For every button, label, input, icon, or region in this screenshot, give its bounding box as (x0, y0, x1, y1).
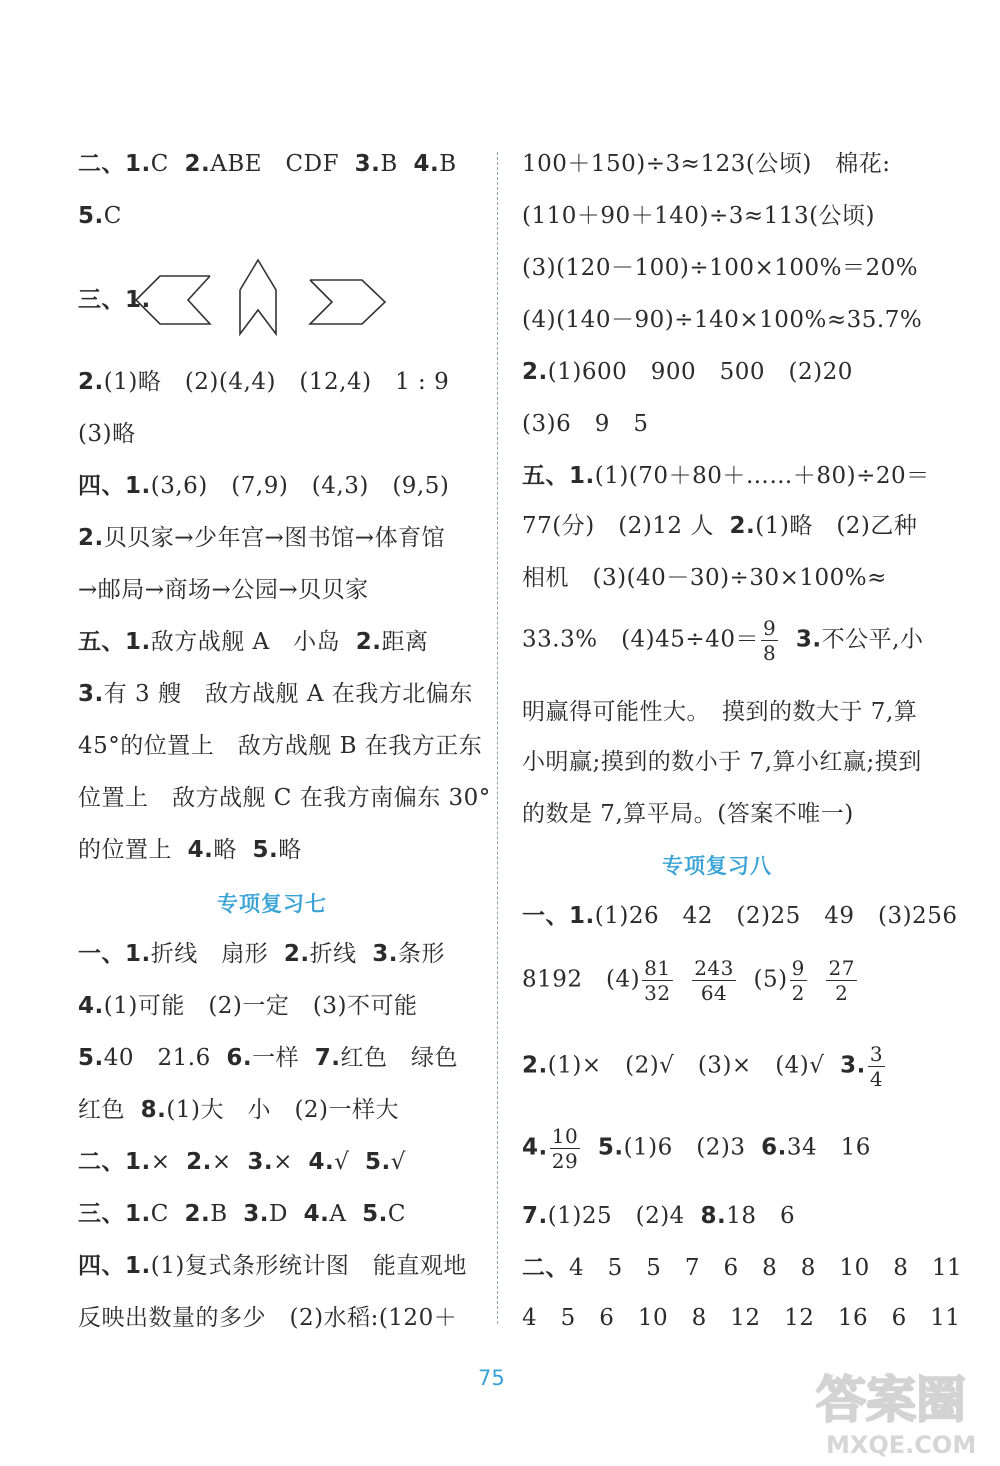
answer-line: 明赢得可能性大。 摸到的数大于 7,算 (522, 699, 918, 725)
answer-line: 四、1.(3,6) (7,9) (4,3) (9,5) (78, 473, 450, 499)
answer-line: 小明赢;摸到的数小于 7,算小红赢;摸到 (522, 749, 922, 775)
answer-line: 2.(1)× (2)√ (3)× (4)√ 3. $\frac{3}{4}$ (522, 1042, 884, 1091)
section-heading: 专项复习七 (217, 892, 327, 916)
answer-line: 7.(1)25 (2)4 8.18 6 (522, 1203, 796, 1229)
fraction: $\frac{243}{64}$ (694, 956, 734, 1005)
answer-line: (4)(140－90)÷140×100%≈35.7% (522, 307, 923, 333)
answer-line: 5.C (78, 203, 122, 229)
answer-line: 2.(1)600 900 500 (2)20 (522, 359, 853, 385)
answer-line: 77(分) (2)12 人 2.(1)略 (2)乙种 (522, 513, 918, 539)
answer-line: 2.(1)略 (2)(4,4) (12,4) 1 : 9 (78, 369, 450, 395)
answer-line: 五、1.(1)(70＋80＋……＋80)÷20＝ (522, 463, 930, 489)
answer-line: 5.40 21.6 6.一样 7.红色 绿色 (78, 1045, 458, 1071)
answer-line: 4. $\frac{10}{29}$ 5.(1)6 (2)3 6.34 16 (522, 1124, 871, 1173)
answer-line: 8192 (4) $\frac{81}{32}$ $\frac{243}{64}$ (5) $\frac{9}{2}$ $\frac{27}{2}$ (522, 956, 855, 1005)
answer-line: 33.3% (4)45÷40＝ $\frac{9}{8}$ 3.不公平,小 (522, 616, 924, 665)
answer-line: 3.有 3 艘 敌方战舰 A 在我方北偏东 (78, 681, 473, 707)
fraction: $\frac{9}{8}$ (762, 616, 777, 665)
answer-line: 4.(1)可能 (2)一定 (3)不可能 (78, 993, 418, 1019)
answer-line: 五、1.敌方战舰 A 小岛 2.距离 (78, 629, 429, 655)
fraction: $\frac{9}{2}$ (791, 956, 805, 1005)
page-number: 75 (478, 1366, 505, 1390)
answer-line: 三、1.C 2.B 3.D 4.A 5.C (78, 1201, 406, 1227)
answer-line: (3)略 (78, 421, 136, 447)
answer-line: (3)(120－100)÷100×100%＝20% (522, 255, 919, 281)
fraction: $\frac{81}{32}$ (644, 956, 671, 1005)
answer-line: 45°的位置上 敌方战舰 B 在我方正东 (78, 733, 483, 759)
answer-line: 2.贝贝家→少年宫→图书馆→体育馆 (78, 525, 446, 551)
arrow-shape-right (310, 280, 385, 324)
fraction: $\frac{10}{29}$ (551, 1124, 579, 1173)
answer-line: 4 5 6 10 8 12 12 16 6 11 (522, 1305, 961, 1331)
answer-line: 二、1.× 2.× 3.× 4.√ 5.√ (78, 1149, 406, 1175)
pentagon-notch-shape (240, 260, 276, 334)
answer-line: 一、1.折线 扇形 2.折线 3.条形 (78, 941, 445, 967)
answer-line: (3)6 9 5 (522, 411, 649, 437)
answer-line: 的数是 7,算平局。(答案不唯一) (522, 801, 854, 827)
answer-line: 的位置上 4.略 5.略 (78, 837, 302, 863)
answer-line: 四、1.(1)复式条形统计图 能直观地 (78, 1253, 467, 1279)
watermark-logo (808, 1355, 994, 1463)
section-heading: 专项复习八 (662, 854, 772, 878)
arrow-shape-left (136, 276, 210, 324)
answer-line: 反映出数量的多少 (2)水稻:(120＋ (78, 1305, 458, 1331)
answer-line: 二、1.C 2.ABE CDF 3.B 4.B (78, 151, 457, 177)
fraction: $\frac{27}{2}$ (828, 956, 855, 1005)
fraction: $\frac{3}{4}$ (869, 1042, 884, 1091)
answer-line: 100＋150)÷3≈123(公顷) 棉花: (522, 151, 891, 177)
watermark-logo-text: 答案圈 (816, 1371, 966, 1429)
column-divider (497, 152, 498, 1324)
answer-line: 相机 (3)(40－30)÷30×100%≈ (522, 565, 887, 591)
answer-line: 二、4 5 5 7 6 8 8 10 8 11 (522, 1255, 963, 1281)
watermark-url: MXQE.COM (826, 1431, 977, 1459)
answer-line: 三、1. (78, 287, 151, 313)
answer-line: 位置上 敌方战舰 C 在我方南偏东 30° (78, 785, 491, 811)
answer-line: 红色 8.(1)大 小 (2)一样大 (78, 1097, 400, 1123)
answer-line: →邮局→商场→公园→贝贝家 (78, 577, 369, 603)
answer-line: (110＋90＋140)÷3≈113(公顷) (522, 203, 876, 229)
shape-figures (130, 252, 395, 344)
answer-line: 一、1.(1)26 42 (2)25 49 (3)256 (522, 903, 958, 929)
